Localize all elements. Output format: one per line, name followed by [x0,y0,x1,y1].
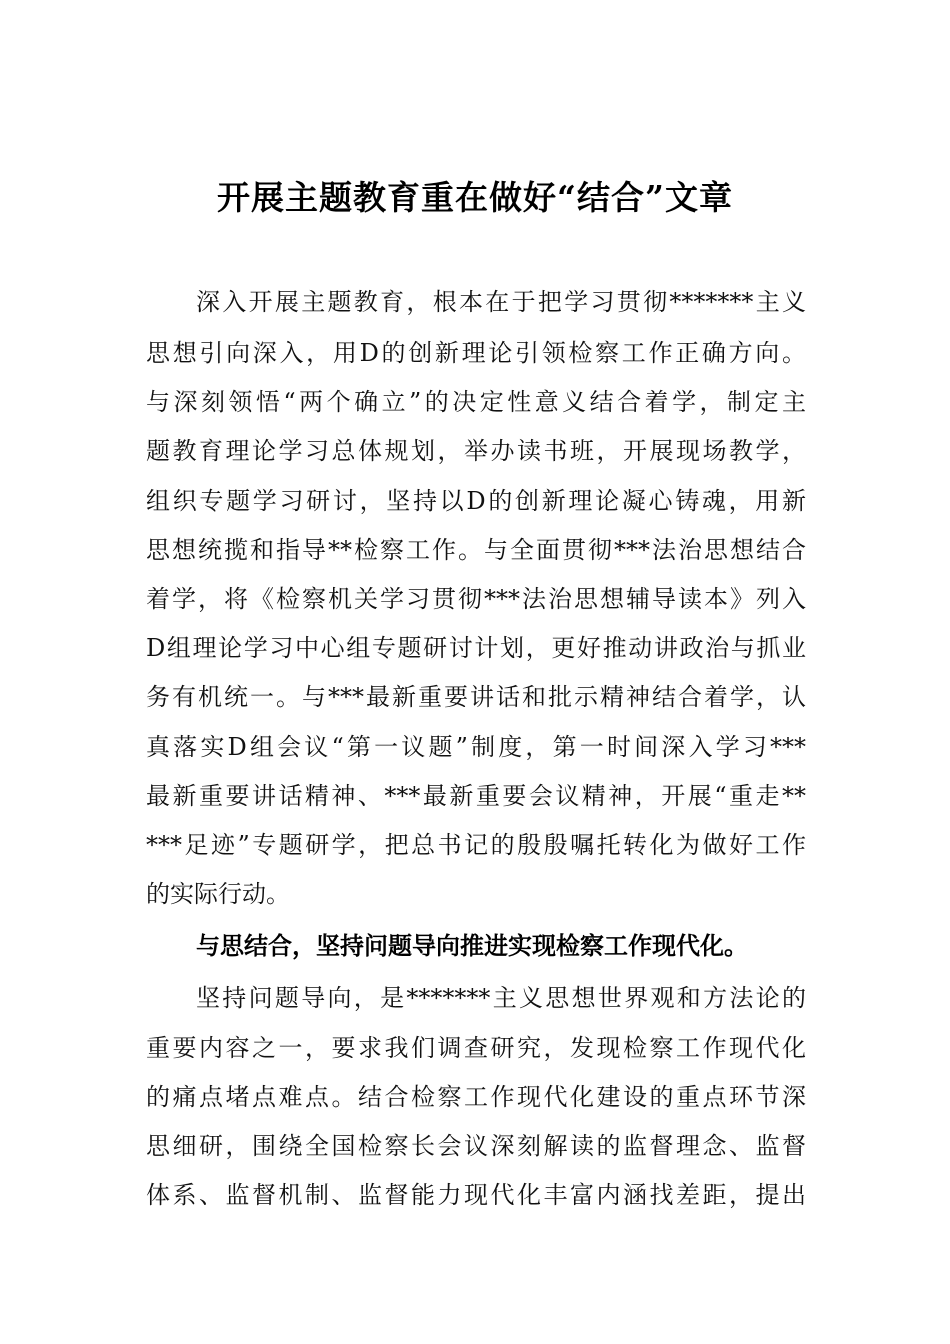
paragraph1-line: 组织专题学习研讨，坚持以D的创新理论凝心铸魂，用新 [146,487,806,515]
paragraph1-line: 深入开展主题教育，根本在于把学习贯彻*******主义 [196,288,806,316]
document-title: 开展主题教育重在做好“结合”文章 [217,178,733,217]
paragraph2-line: 重要内容之一，要求我们调查研究，发现检察工作现代化 [146,1034,806,1062]
paragraph1-line: 务有机统一。与***最新重要讲话和批示精神结合着学，认 [146,683,806,711]
paragraph1-line: 着学，将《检察机关学习贯彻***法治思想辅导读本》列入 [146,585,806,613]
paragraph1-line: 真落实D组会议“第一议题”制度，第一时间深入学习*** [146,733,806,761]
paragraph1-line: 思想统揽和指导**检察工作。与全面贯彻***法治思想结合 [146,536,806,564]
paragraph1-line: D组理论学习中心组专题研讨计划，更好推动讲政治与抓业 [146,634,806,662]
paragraph1-line: 的实际行动。 [146,880,290,908]
paragraph1-line: 与深刻领悟“两个确立”的决定性意义结合着学，制定主 [146,388,806,416]
section-subheading: 与思结合，坚持问题导向推进实现检察工作现代化。 [196,932,748,960]
paragraph1-line: 题教育理论学习总体规划，举办读书班，开展现场教学， [146,437,806,465]
paragraph2-line: 体系、监督机制、监督能力现代化丰富内涵找差距，提出 [146,1181,806,1209]
paragraph2-line: 坚持问题导向，是*******主义思想世界观和方法论的 [196,984,806,1012]
paragraph2-line: 的痛点堵点难点。结合检察工作现代化建设的重点环节深 [146,1083,806,1111]
paragraph1-line: 最新重要讲话精神、***最新重要会议精神，开展“重走** [146,782,806,810]
paragraph2-line: 思细研，围绕全国检察长会议深刻解读的监督理念、监督 [146,1132,806,1160]
paragraph1-line: ***足迹”专题研学，把总书记的殷殷嘱托转化为做好工作 [146,831,806,859]
paragraph1-line: 思想引向深入，用D的创新理论引领检察工作正确方向。 [146,339,806,367]
